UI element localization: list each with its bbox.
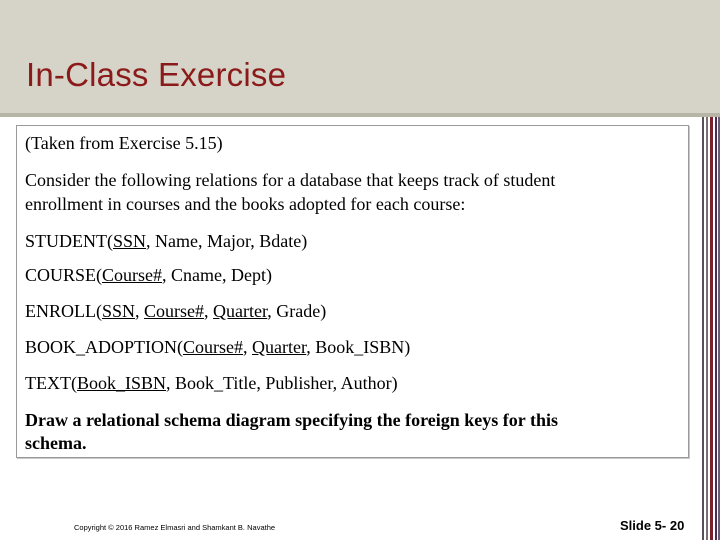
footer-copyright: Copyright © 2016 Ramez Elmasri and Shamkant B. Navathe (74, 523, 276, 532)
relation-student: STUDENT(SSN, Name, Major, Bdate) (25, 231, 308, 251)
header-divider (0, 113, 720, 117)
key-attribute: Course# (183, 337, 243, 357)
key-attribute: Course# (144, 301, 205, 321)
key-attribute: Quarter (213, 301, 268, 321)
key-attribute: Book_ISBN (76, 373, 166, 393)
task-line-1: Draw a relational schema diagram specifying the foreign keys for this (25, 410, 558, 430)
relation-text: TEXT(Book_ISBN, Book_Title, Publisher, Author) (25, 373, 398, 393)
key-attribute: SSN (101, 301, 136, 321)
key-attribute: Course# (102, 265, 163, 285)
relation-book-adoption: BOOK_ADOPTION(Course#, Quarter, Book_ISBN) (25, 337, 411, 357)
intro-line-1: Consider the following relations for a database that keeps track of student (25, 170, 556, 190)
slide-title: In-Class Exercise (26, 56, 287, 93)
key-attribute: SSN (113, 231, 147, 251)
task-line-2: schema. (25, 433, 87, 453)
relation-enroll: ENROLL(SSN, Course#, Quarter, Grade) (25, 301, 327, 321)
intro-line-2: enrollment in courses and the books adopted for each course: (25, 194, 466, 214)
decorative-side-stripes (702, 117, 720, 540)
slide-number: Slide 5- 20 (620, 518, 685, 533)
key-attribute: Quarter (252, 337, 307, 357)
relation-course: COURSE(Course#, Cname, Dept) (25, 265, 272, 285)
source-line: (Taken from Exercise 5.15) (25, 133, 223, 153)
